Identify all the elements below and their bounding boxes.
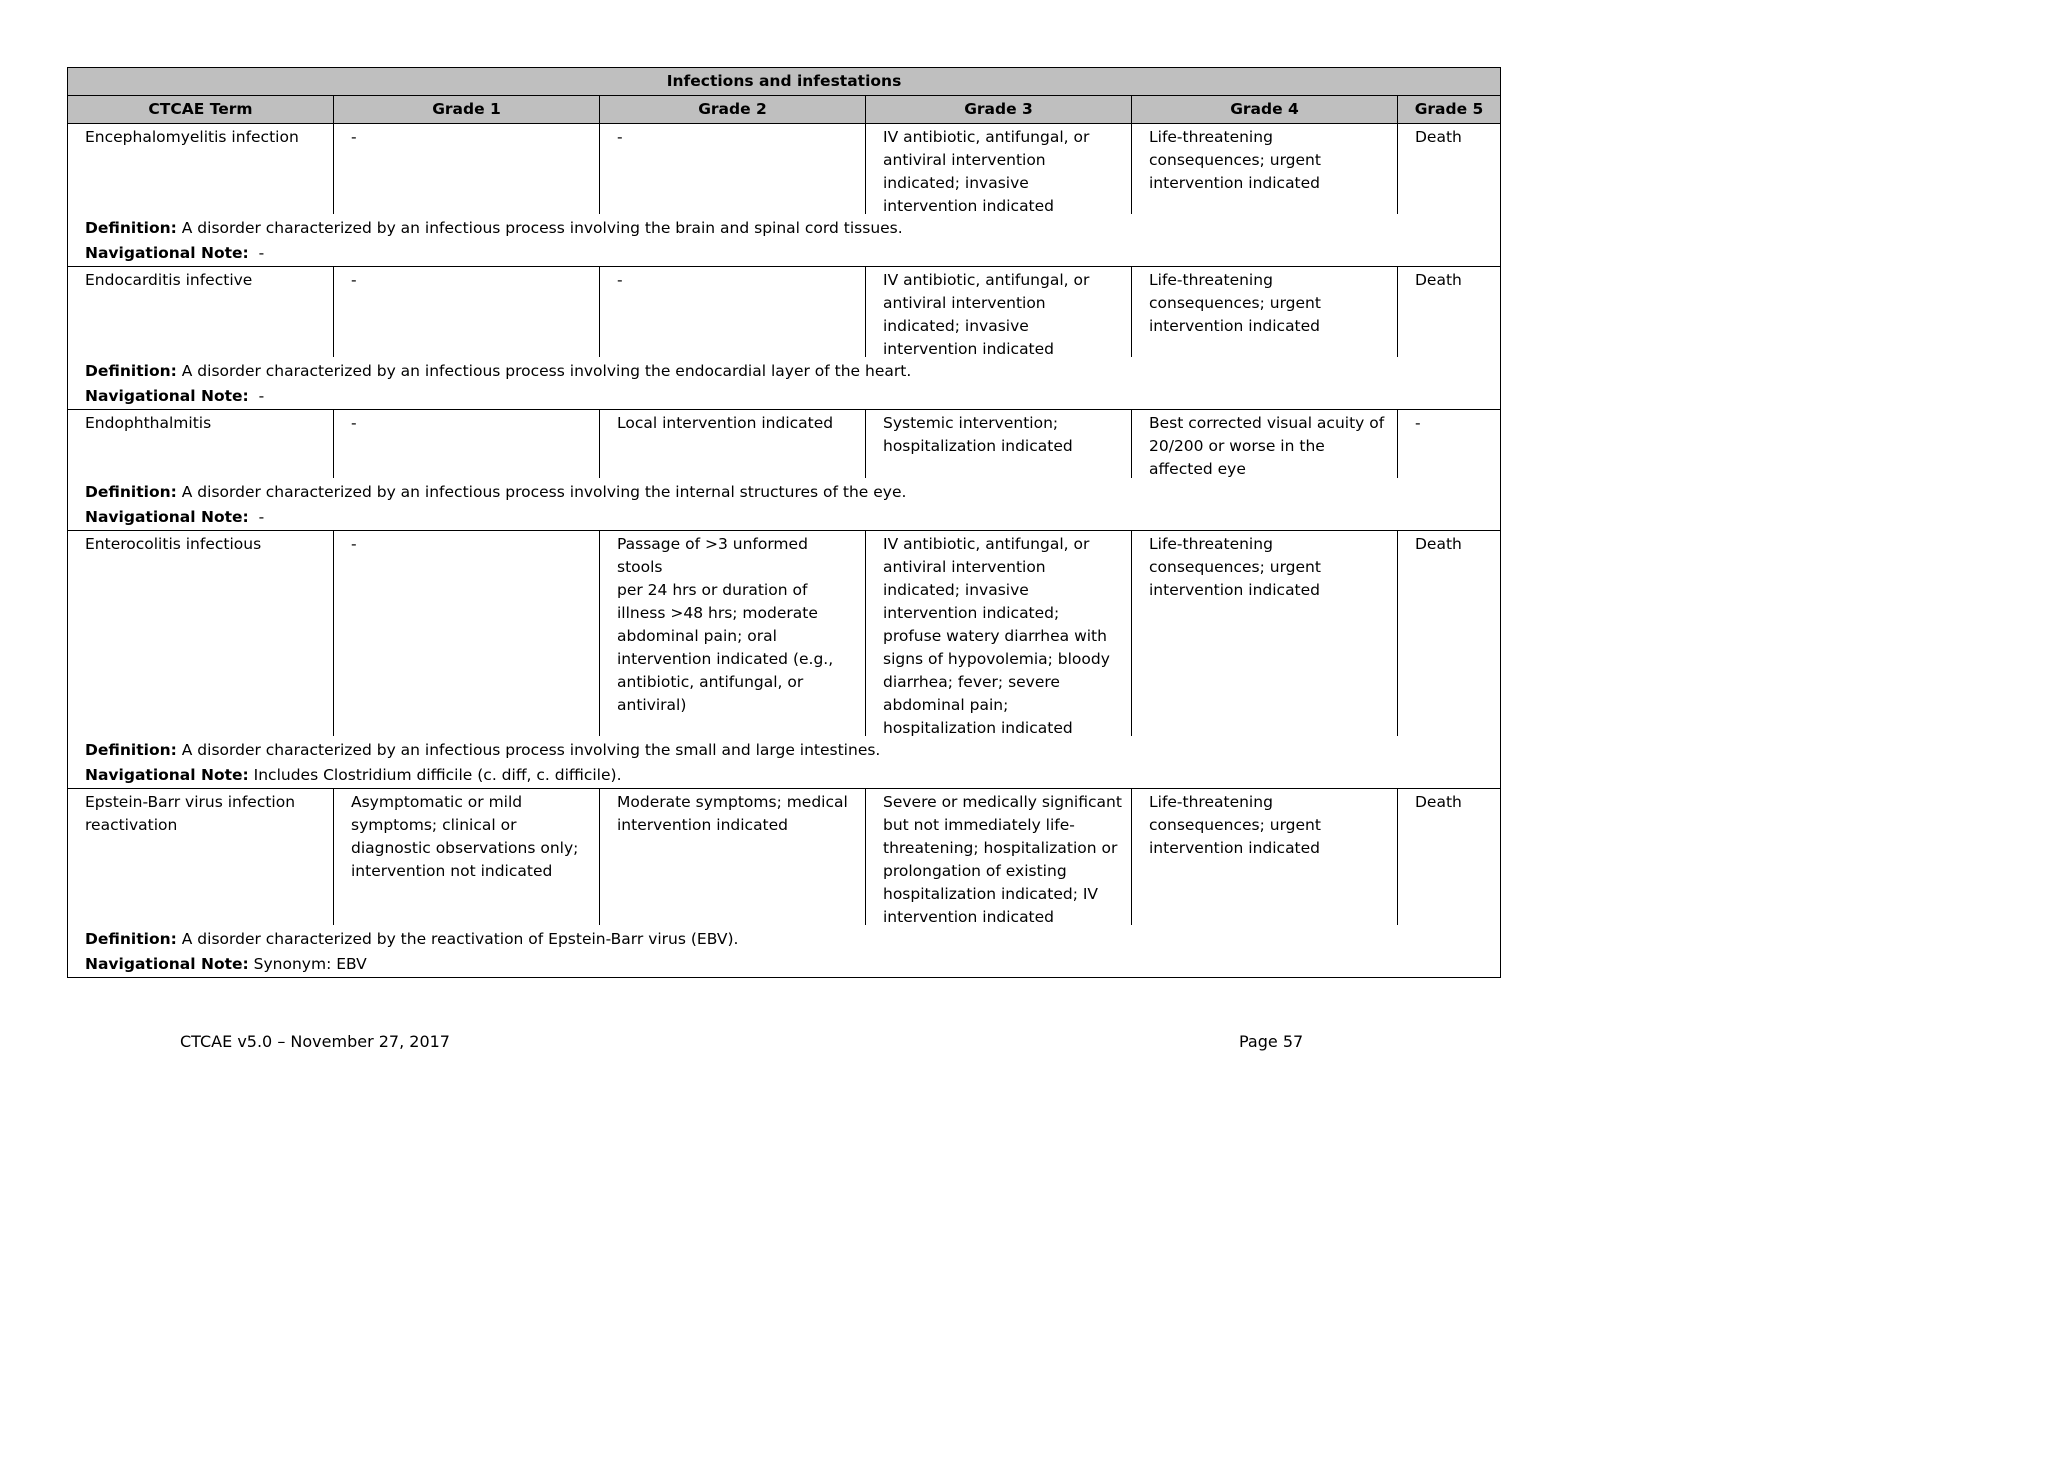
definition-text: A disorder characterized by an infectious process involving the endocardial layer of the heart. [181, 362, 912, 380]
definition-block [68, 925, 1500, 977]
grade-4-cell: Life-threatening consequences; urgent intervention indicated [1132, 789, 1398, 925]
table-row [68, 789, 1500, 977]
nav-note-text: Includes Clostridium difficile (c. diff, c. difficile). [253, 766, 622, 784]
grade-cells [68, 410, 1500, 478]
term-cell: Endophthalmitis [68, 410, 334, 478]
definition-label: Definition: [85, 930, 177, 948]
nav-note-label: Navigational Note: [85, 955, 249, 973]
definition-text: A disorder characterized by an infectious process involving the brain and spinal cord tissues. [181, 219, 903, 237]
grade-3-cell: IV antibiotic, antifungal, or antiviral intervention indicated; invasive intervention indicated [866, 267, 1132, 357]
nav-note-line [85, 241, 1500, 266]
definition-block [68, 736, 1500, 788]
grade-2-cell: Local intervention indicated [600, 410, 866, 478]
table-row [68, 410, 1500, 531]
nav-note-line [85, 763, 1500, 788]
grade-2-cell: Passage of >3 unformed stools per 24 hrs or duration of illness >48 hrs; moderate abdominal pain; oral intervention indicated (e.g., antibiotic, antifungal, or antiviral) [600, 531, 866, 736]
grade-3-cell: Systemic intervention; hospitalization indicated [866, 410, 1132, 478]
column-header-grade-3: Grade 3 [866, 96, 1132, 123]
column-header-term: CTCAE Term [68, 96, 334, 123]
definition-line [85, 359, 1500, 384]
grade-2-cell: - [600, 267, 866, 357]
grade-cells [68, 267, 1500, 357]
term-cell: Epstein-Barr virus infection reactivation [68, 789, 334, 925]
footer-version-date: CTCAE v5.0 – November 27, 2017 [180, 1032, 450, 1051]
grade-3-cell: Severe or medically significant but not immediately life- threatening; hospitalization or prolongation of existing hospitalization indicated; IV intervention indicated [866, 789, 1132, 925]
definition-text: A disorder characterized by an infectious process involving the small and large intestines. [181, 741, 881, 759]
term-cell: Encephalomyelitis infection [68, 124, 334, 214]
grade-cells [68, 531, 1500, 736]
grade-4-cell: Life-threatening consequences; urgent intervention indicated [1132, 531, 1398, 736]
grade-1-cell: - [334, 124, 600, 214]
grade-4-cell: Best corrected visual acuity of 20/200 or worse in the affected eye [1132, 410, 1398, 478]
definition-line [85, 927, 1500, 952]
definition-text: A disorder characterized by an infectious process involving the internal structures of the eye. [181, 483, 907, 501]
definition-line [85, 738, 1500, 763]
nav-note-label: Navigational Note: [85, 244, 249, 262]
column-header-grade-5: Grade 5 [1414, 100, 1484, 118]
table-row [68, 531, 1500, 789]
grade-1-cell: - [334, 410, 600, 478]
grade-4-cell: Life-threatening consequences; urgent intervention indicated [1132, 124, 1398, 214]
grade-5-cell: - [1415, 414, 1421, 432]
grade-3-cell: IV antibiotic, antifungal, or antiviral intervention indicated; invasive intervention indicated [866, 124, 1132, 214]
term-cell: Endocarditis infective [68, 267, 334, 357]
grade-5-cell: Death [1415, 271, 1462, 289]
column-headers [68, 96, 1500, 124]
nav-note-label: Navigational Note: [85, 766, 249, 784]
nav-note-text: Synonym: EBV [253, 955, 367, 973]
nav-note-line [85, 384, 1500, 409]
nav-note-text: - [258, 508, 265, 526]
definition-line [85, 216, 1500, 241]
column-header-grade-2: Grade 2 [600, 96, 866, 123]
grade-5-cell: Death [1415, 128, 1462, 146]
grade-3-cell: IV antibiotic, antifungal, or antiviral intervention indicated; invasive intervention indicated; profuse watery diarrhea with signs of hypovolemia; bloody diarrhea; fever; severe abdominal pain; hospitalization indicated [866, 531, 1132, 736]
definition-label: Definition: [85, 483, 177, 501]
grade-cells [68, 124, 1500, 214]
nav-note-line [85, 952, 1500, 977]
grade-2-cell: - [600, 124, 866, 214]
definition-text: A disorder characterized by the reactivation of Epstein-Barr virus (EBV). [181, 930, 739, 948]
footer-page-number: Page 57 [1239, 1032, 1304, 1051]
definition-block [68, 214, 1500, 266]
section-title: Infections and infestations [68, 68, 1500, 96]
definition-label: Definition: [85, 741, 177, 759]
definition-line [85, 480, 1500, 505]
grade-5-cell: Death [1415, 535, 1462, 553]
grade-1-cell: - [334, 531, 600, 736]
nav-note-label: Navigational Note: [85, 508, 249, 526]
ctcae-table [67, 67, 1501, 978]
term-cell: Enterocolitis infectious [68, 531, 334, 736]
column-header-grade-4: Grade 4 [1132, 96, 1398, 123]
grade-1-cell: - [334, 267, 600, 357]
table-row [68, 124, 1500, 267]
definition-label: Definition: [85, 362, 177, 380]
grade-2-cell: Moderate symptoms; medical intervention indicated [600, 789, 866, 925]
definition-block [68, 357, 1500, 409]
definition-block [68, 478, 1500, 530]
column-header-grade-1: Grade 1 [334, 96, 600, 123]
nav-note-text: - [258, 244, 265, 262]
nav-note-text: - [258, 387, 265, 405]
definition-label: Definition: [85, 219, 177, 237]
nav-note-label: Navigational Note: [85, 387, 249, 405]
grade-cells [68, 789, 1500, 925]
grade-5-cell: Death [1415, 793, 1462, 811]
grade-4-cell: Life-threatening consequences; urgent intervention indicated [1132, 267, 1398, 357]
nav-note-line [85, 505, 1500, 530]
grade-1-cell: Asymptomatic or mild symptoms; clinical or diagnostic observations only; intervention not indicated [334, 789, 600, 925]
table-row [68, 267, 1500, 410]
